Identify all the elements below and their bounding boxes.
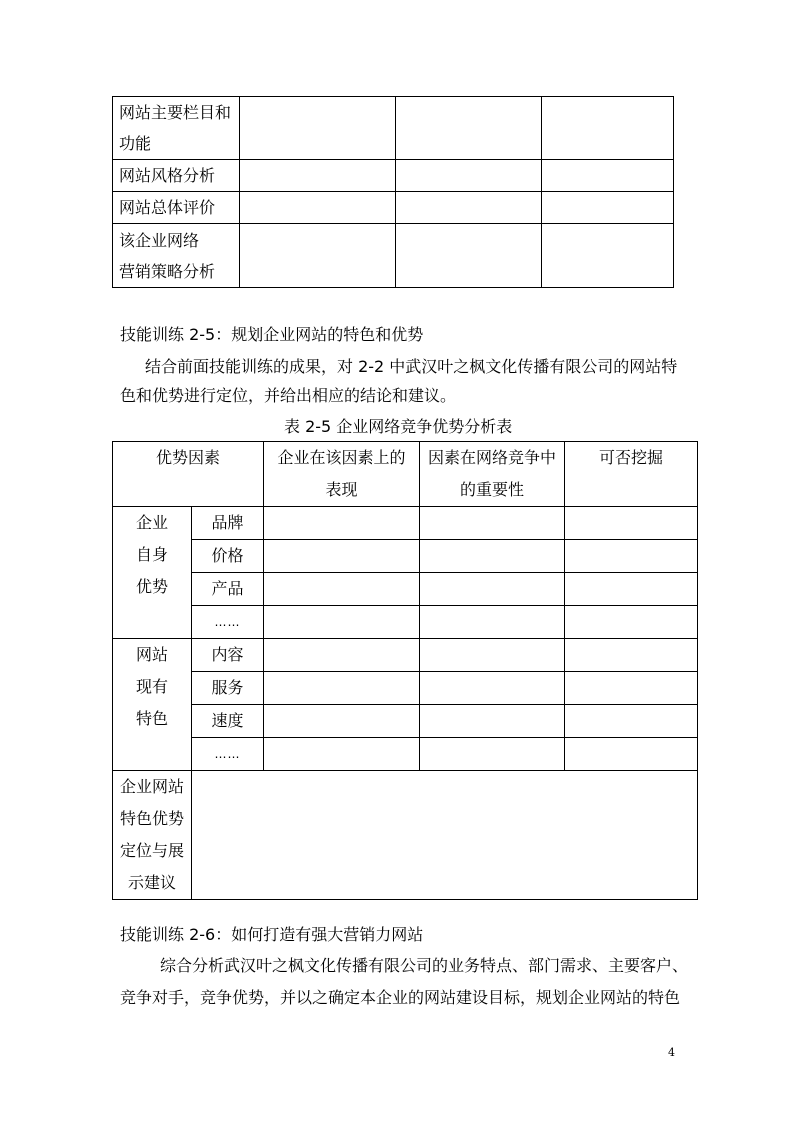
header-line: 表现 <box>325 480 358 499</box>
table-row <box>113 672 698 705</box>
footer-line: 示建议 <box>127 873 176 892</box>
table-cell[interactable] <box>420 606 565 639</box>
table-cell[interactable] <box>420 738 565 771</box>
table-cell[interactable] <box>264 573 420 606</box>
header-line: 的重要性 <box>460 480 525 499</box>
section-heading-2-6: 技能训练 2-6：如何打造有强大营销力网站 <box>120 925 424 944</box>
header-exploitable <box>565 442 698 507</box>
table-cell[interactable] <box>264 540 420 573</box>
table-cell[interactable] <box>542 224 674 288</box>
footer-line: 企业网站 <box>119 777 184 796</box>
item-ellipsis: …… <box>192 606 264 639</box>
footer-label-suggestions <box>113 771 192 900</box>
table-cell[interactable] <box>565 672 698 705</box>
table-cell[interactable] <box>565 705 698 738</box>
item-ellipsis: …… <box>192 738 264 771</box>
table-cell[interactable] <box>565 639 698 672</box>
row-label-marketing-strategy <box>113 224 240 288</box>
table-cell[interactable] <box>396 160 542 192</box>
table-row <box>113 705 698 738</box>
label-line: 网站主要栏目和 <box>119 103 232 122</box>
table-cell[interactable] <box>264 507 420 540</box>
label-line: 该企业网络 <box>119 230 200 250</box>
table-cell[interactable] <box>264 639 420 672</box>
section-heading-2-5: 技能训练 2-5：规划企业网站的特色和优势 <box>120 325 424 344</box>
paragraph-line: 结合前面技能训练的成果，对 2-2 中武汉叶之枫文化传播有限公司的网站特 <box>145 357 678 376</box>
table-cell[interactable] <box>542 97 674 160</box>
table-row <box>113 639 698 672</box>
label-line: 网站总体评价 <box>119 198 216 217</box>
table-cell[interactable] <box>420 672 565 705</box>
table-cell[interactable] <box>420 573 565 606</box>
table-row <box>113 97 674 160</box>
table-cell[interactable] <box>420 507 565 540</box>
label-line: 营销策略分析 <box>119 261 216 281</box>
header-line: 企业在该因素上的 <box>277 448 406 467</box>
row-label-columns-functions <box>113 97 240 160</box>
group-line: 特色 <box>135 709 168 728</box>
table-cell[interactable] <box>264 606 420 639</box>
table-cell[interactable] <box>264 738 420 771</box>
row-label-overall-evaluation <box>113 192 240 224</box>
row-label-style-analysis <box>113 160 240 192</box>
table-cell[interactable] <box>240 97 396 160</box>
table-cell[interactable] <box>264 705 420 738</box>
item-label: 服务 <box>192 672 264 705</box>
table-row <box>113 507 698 540</box>
table-cell[interactable] <box>396 224 542 288</box>
table-cell[interactable] <box>396 97 542 160</box>
table-row <box>113 738 698 771</box>
header-line: 因素在网络竞争中 <box>428 448 557 467</box>
table-row <box>113 573 698 606</box>
table-cell[interactable] <box>565 507 698 540</box>
table-header-row <box>113 442 698 507</box>
header-factor <box>113 442 264 507</box>
table-cell[interactable] <box>240 160 396 192</box>
group-line: 网站 <box>135 645 168 664</box>
label-line: 功能 <box>119 134 152 153</box>
table-cell[interactable] <box>264 672 420 705</box>
table-row <box>113 540 698 573</box>
item-label: 品牌 <box>192 507 264 540</box>
label-line: 网站风格分析 <box>119 166 216 185</box>
table-cell[interactable] <box>565 540 698 573</box>
table-cell[interactable] <box>542 160 674 192</box>
group-line: 自身 <box>135 545 168 564</box>
item-label: 内容 <box>192 639 264 672</box>
paragraph-line: 综合分析武汉叶之枫文化传播有限公司的业务特点、部门需求、主要客户、 <box>160 956 689 975</box>
item-label: 速度 <box>192 705 264 738</box>
table-cell[interactable] <box>240 192 396 224</box>
table-cell[interactable] <box>565 573 698 606</box>
group-line: 优势 <box>135 577 168 596</box>
paragraph-line: 竞争对手，竞争优势，并以之确定本企业的网站建设目标，规划企业网站的特色 <box>120 988 681 1007</box>
page-number: 4 <box>668 1046 675 1059</box>
item-label: 价格 <box>192 540 264 573</box>
header-label: 优势因素 <box>156 448 221 467</box>
group-line: 现有 <box>135 677 168 696</box>
table-cell[interactable] <box>420 639 565 672</box>
table-row <box>113 771 698 900</box>
suggestion-cell[interactable] <box>192 771 698 900</box>
table-row <box>113 160 674 192</box>
table-caption: 表 2-5 企业网络竞争优势分析表 <box>284 417 513 436</box>
paragraph-line: 色和优势进行定位，并给出相应的结论和建议。 <box>120 386 457 405</box>
header-label: 可否挖掘 <box>599 448 664 467</box>
footer-line: 特色优势 <box>119 809 184 828</box>
group-line: 企业 <box>135 513 168 532</box>
header-performance <box>264 442 420 507</box>
header-importance <box>420 442 565 507</box>
table-row <box>113 606 698 639</box>
table-cell[interactable] <box>420 705 565 738</box>
table-cell[interactable] <box>542 192 674 224</box>
item-label: 产品 <box>192 573 264 606</box>
group-label-website-features <box>113 639 192 771</box>
footer-line: 定位与展 <box>119 841 184 860</box>
table-cell[interactable] <box>396 192 542 224</box>
table-cell[interactable] <box>240 224 396 288</box>
website-analysis-table <box>112 96 674 288</box>
table-cell[interactable] <box>565 738 698 771</box>
competitive-advantage-table <box>112 441 698 900</box>
group-label-company-advantage <box>113 507 192 639</box>
table-cell[interactable] <box>420 540 565 573</box>
table-cell[interactable] <box>565 606 698 639</box>
table-row <box>113 224 674 288</box>
table-row <box>113 192 674 224</box>
